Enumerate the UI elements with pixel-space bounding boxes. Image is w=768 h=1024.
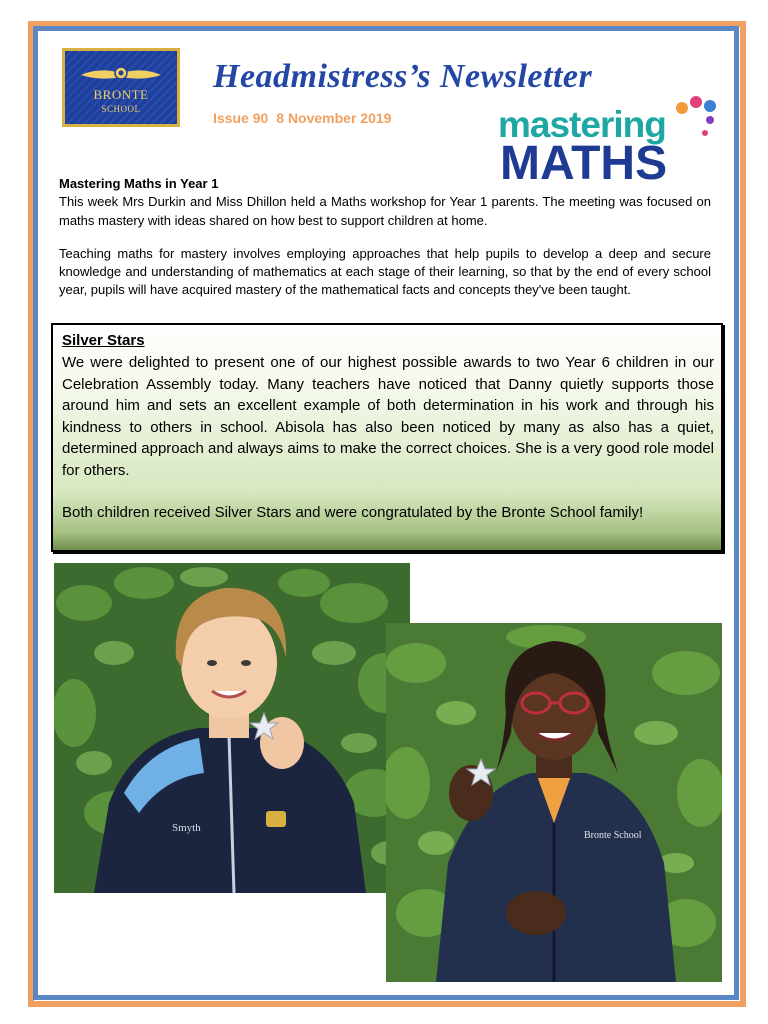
logo-dot-icon: [676, 102, 688, 114]
logo-dot-icon: [702, 130, 708, 136]
issue-date: 8 November 2019: [276, 110, 392, 126]
silver-stars-paragraph: We were delighted to present one of our highest possible awards to two Year 6 children in our Celebration Assembly today. Many teachers have noticed that Danny quietly supports those around him and sets an excellent example of both determination in his work and through his kindness to others in school. Abisola has also been noticed by many as also has a quiet, determined approach and always aims to make the correct choices. She is a very good role model for others.: [62, 354, 714, 479]
article-heading: Mastering Maths in Year 1: [59, 176, 219, 191]
bronte-school-logo: [62, 48, 180, 127]
logo-text-bronte: BRONTE: [93, 87, 149, 102]
photo-girl-with-silver-star: [386, 623, 722, 982]
jacket-school-text: Bronte School: [584, 830, 642, 841]
logo-dot-icon: [706, 116, 714, 124]
logo-word-maths: MATHS: [500, 137, 668, 190]
silver-stars-title: Silver Stars: [62, 332, 145, 349]
logo-text-school: SCHOOL: [101, 104, 141, 114]
issue-line: [213, 110, 399, 126]
article-paragraph: Teaching maths for mastery involves employing approaches that help pupils to develop a deep and secure knowledge and understanding of mathematics at each stage of their learning, so that by the end of every school year, pupils will have acquired mastery of the mathematical facts and concepts they've been taught.: [59, 245, 711, 298]
silver-stars-box: [51, 323, 723, 552]
logo-dot-icon: [704, 100, 716, 112]
newsletter-title: Headmistress’s Newsletter: [213, 58, 593, 95]
logo-word-mastering: mastering: [498, 104, 666, 145]
maths-article: [59, 175, 711, 300]
logo-dot-icon: [690, 96, 702, 108]
issue-number: Issue 90: [213, 110, 269, 126]
article-paragraph: This week Mrs Durkin and Miss Dhillon held a Maths workshop for Year 1 parents. The meeting was focused on maths mastery with ideas shared on how best to support children at home.: [59, 194, 711, 228]
photo-boy-with-silver-star: [54, 563, 410, 893]
crest-icon: [79, 65, 163, 85]
silver-stars-body: [62, 352, 714, 524]
jacket-name-text: Smyth: [172, 822, 201, 834]
silver-stars-paragraph: Both children received Silver Stars and were congratulated by the Bronte School family!: [62, 504, 644, 521]
